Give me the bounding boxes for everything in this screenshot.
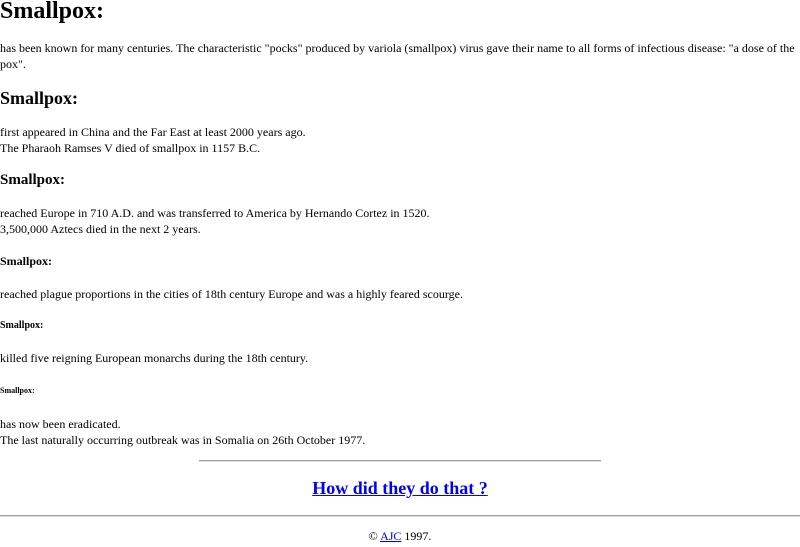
how-did-they-do-that-link[interactable]: How did they do that ? (312, 478, 488, 498)
copyright-symbol: © (368, 529, 378, 543)
paragraph-5-line-1: killed five reigning European monarchs during the 18th century. (0, 351, 309, 365)
paragraph-3-line-2: 3,500,000 Aztecs died in the next 2 years. (0, 222, 201, 236)
divider-full (0, 515, 800, 517)
footer (0, 528, 800, 544)
paragraph-2-line-1: first appeared in China and the Far East at least 2000 years ago. (0, 125, 306, 139)
paragraph-6 (0, 416, 796, 448)
heading-6: Smallpox: (0, 386, 35, 395)
heading-1: Smallpox: (0, 0, 105, 24)
paragraph-4 (0, 286, 796, 302)
paragraph-2 (0, 124, 796, 156)
cta-heading (0, 477, 800, 499)
paragraph-1 (0, 40, 796, 72)
heading-3: Smallpox: (0, 172, 66, 188)
paragraph-4-line-1: reached plague proportions in the cities of 18th century Europe and was a highly feared scourge. (0, 287, 463, 301)
author-link[interactable]: AJC (380, 529, 402, 543)
heading-2: Smallpox: (0, 88, 79, 108)
heading-5: Smallpox: (0, 320, 44, 331)
heading-4: Smallpox: (0, 254, 53, 268)
paragraph-1-line-1: has been known for many centuries. The characteristic "pocks" produced by variola (smallpox) virus gave their name to all forms of infectious disease: "a dose of the pox". (0, 41, 795, 71)
paragraph-6-line-1: has now been eradicated. (0, 417, 121, 431)
paragraph-3-line-1: reached Europe in 710 A.D. and was transferred to America by Hernando Cortez in 1520. (0, 206, 430, 220)
paragraph-2-line-2: The Pharaoh Ramses V died of smallpox in 1157 B.C. (0, 141, 261, 155)
paragraph-3 (0, 205, 796, 237)
footer-year: 1997. (404, 529, 432, 543)
paragraph-5 (0, 350, 796, 366)
divider-short (199, 460, 601, 462)
paragraph-6-line-2: The last naturally occurring outbreak was in Somalia on 26th October 1977. (0, 433, 366, 447)
